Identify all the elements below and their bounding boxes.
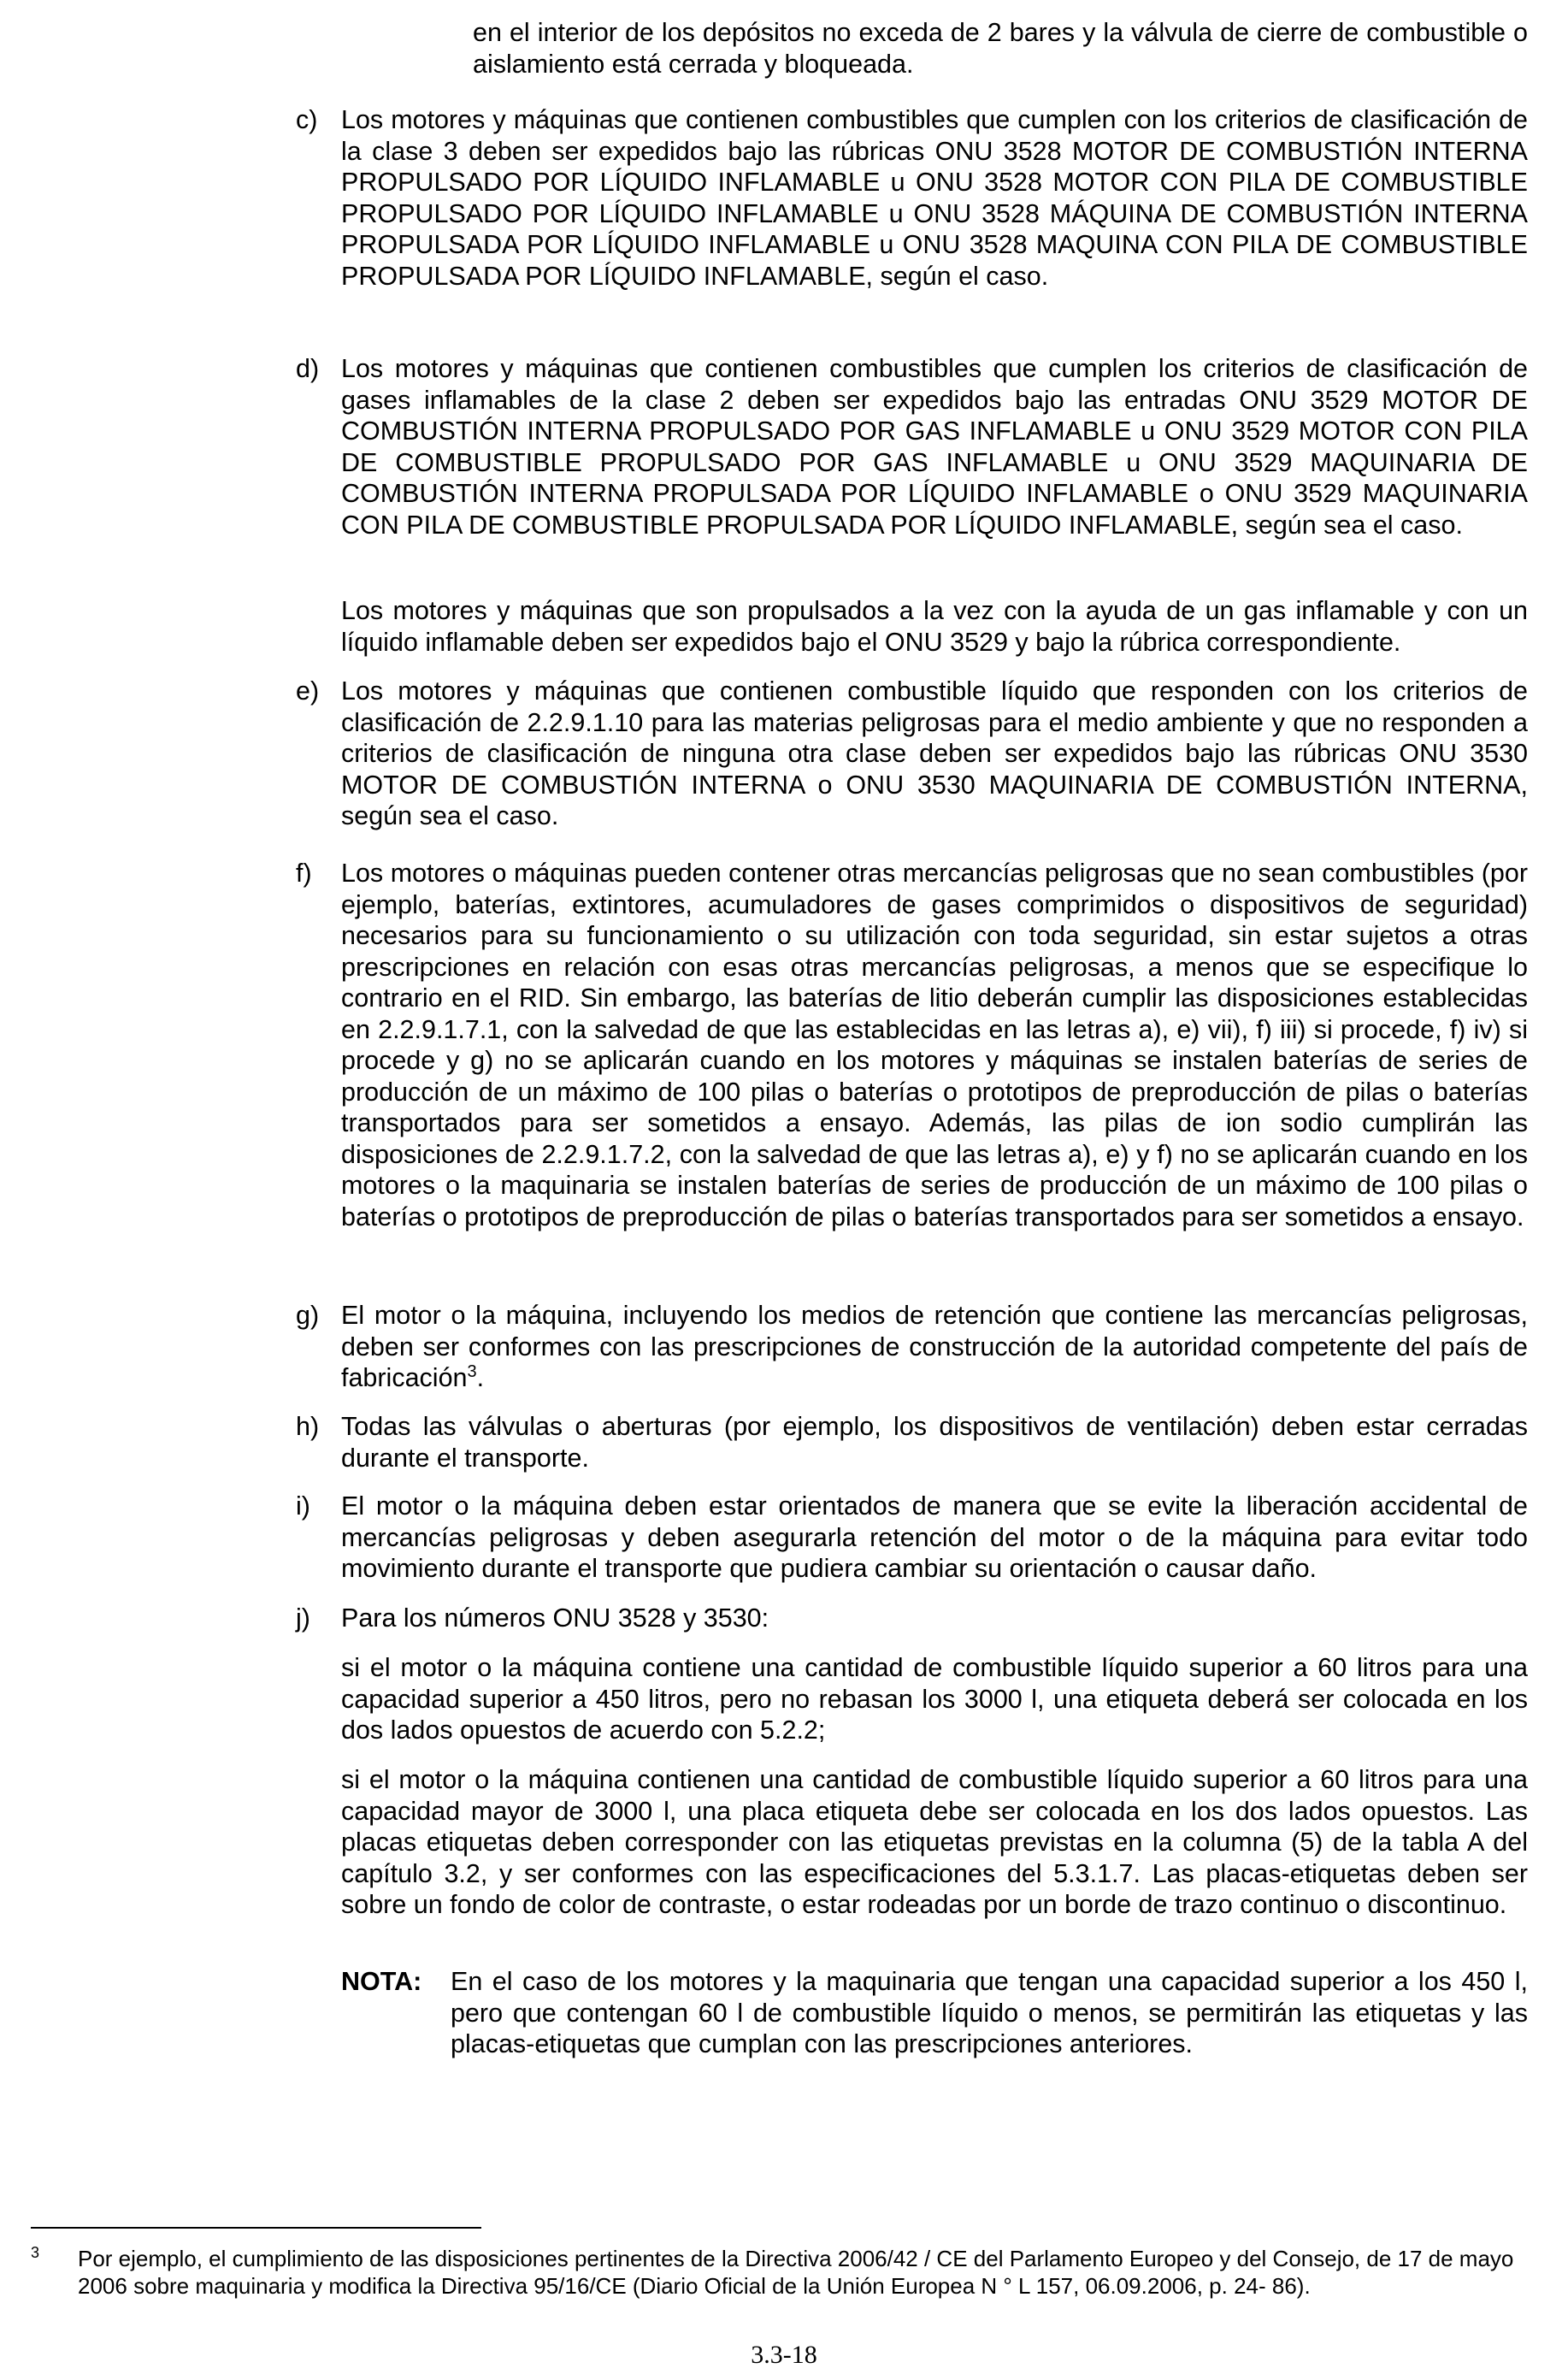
item-text: Los motores y máquinas que contienen combustible líquido que responden con los criterios de clasificación de 2.2.9.1.10 para las materias peligrosas para el medio ambiente y que no responden a criterios de clasificación de ninguna otra clase deben ser expedidos bajo las rúbricas ONU 3530 MOTOR DE COMBUSTIÓN INTERNA o ONU 3530 MAQUINARIA DE COMBUSTIÓN INTERNA, según sea el caso. [341,676,1528,830]
item-j-subparagraph-1: si el motor o la máquina contiene una cantidad de combustible líquido superior a 60 litros para una capacidad superior a 450 litros, pero no rebasan los 3000 l, una etiqueta deberá ser colocada en los dos lados opuestos de acuerdo con 5.2.2; [341,1653,1528,1745]
footnote-separator [31,2227,481,2229]
item-d-additional-paragraph: Los motores y máquinas que son propulsados a la vez con la ayuda de un gas inflamable y con un líquido inflamable deben ser expedidos bajo el ONU 3529 y bajo la rúbrica correspondiente. [341,596,1528,657]
nota-label: NOTA: [341,1967,422,1996]
item-text: Para los números ONU 3528 y 3530: [341,1603,769,1633]
item-label: c) [296,105,318,134]
list-item-i [296,1491,1528,1585]
item-text [341,1300,1528,1394]
footnote-reference: 3 [467,1361,477,1381]
list-item-c [296,104,1528,292]
list-item-e [296,676,1528,832]
item-text: Los motores y máquinas que contienen combustibles que cumplen con los criterios de clasificación de la clase 3 deben ser expedidos bajo las rúbricas ONU 3528 MOTOR DE COMBUSTIÓN INTERNA PROPULSADO POR LÍQUIDO INFLAMABLE u ONU 3528 MOTOR CON PILA DE COMBUSTIBLE PROPULSADO POR LÍQUIDO INFLAMABLE u ONU 3528 MÁQUINA DE COMBUSTIÓN INTERNA PROPULSADA POR LÍQUIDO INFLAMABLE u ONU 3528 MAQUINA CON PILA DE COMBUSTIBLE PROPULSADA POR LÍQUIDO INFLAMABLE, según el caso. [341,105,1528,291]
nota-text: En el caso de los motores y la maquinaria que tengan una capacidad superior a los 450 l, pero que contengan 60 l de combustible líquido o menos, se permitirán las etiquetas y las placas-etiquetas que cumplan con las prescripciones anteriores. [451,1967,1528,2058]
list-item-h [296,1411,1528,1473]
item-text: Los motores y máquinas que contienen combustibles que cumplen los criterios de clasificación de gases inflamables de la clase 2 deben ser expedidos bajo las entradas ONU 3529 MOTOR DE COMBUSTIÓN INTERNA PROPULSADO POR GAS INFLAMABLE u ONU 3529 MOTOR CON PILA DE COMBUSTIBLE PROPULSADO POR GAS INFLAMABLE u ONU 3529 MAQUINARIA DE COMBUSTIÓN INTERNA PROPULSADA POR LÍQUIDO INFLAMABLE o ONU 3529 MAQUINARIA CON PILA DE COMBUSTIBLE PROPULSADA POR LÍQUIDO INFLAMABLE, según sea el caso. [341,354,1528,540]
item-label: g) [296,1301,320,1330]
item-text-body: El motor o la máquina, incluyendo los medios de retención que contiene las mercancías peligrosas, deben ser conformes con las prescripciones de construcción de la autoridad competente del país de fabricación [341,1301,1528,1392]
item-text: El motor o la máquina deben estar orientados de manera que se evite la liberación accidental de mercancías peligrosas y deben asegurarla retención del motor o de la máquina para evitar todo movimiento durante el transporte que pudiera cambiar su orientación o causar daño. [341,1491,1528,1583]
item-label: i) [296,1491,310,1521]
footnote [31,2245,1527,2300]
item-label: h) [296,1412,320,1441]
item-label: e) [296,676,320,706]
list-item-g [296,1300,1528,1394]
item-label: j) [296,1603,310,1633]
list-item-d [296,353,1528,540]
item-label: f) [296,859,312,888]
footnote-text: Por ejemplo, el cumplimiento de las disposiciones pertinentes de la Directiva 2006/42 / CE del Parlamento Europeo y del Consejo, de 17 de mayo 2006 sobre maquinaria y modifica la Directiva 95/16/CE (Diario Oficial de la Unión Europea N ° L 157, 06.09.2006, p. 24- 86). [78,2246,1514,2299]
nota-block [341,1966,1528,2060]
continued-paragraph: en el interior de los depósitos no exceda de 2 bares y la válvula de cierre de combustible o aislamiento está cerrada y bloqueada. [473,18,1528,79]
page-number: 3.3-18 [751,2341,817,2369]
item-text: Todas las válvulas o aberturas (por ejemplo, los dispositivos de ventilación) deben estar cerradas durante el transporte. [341,1412,1528,1473]
list-item-f [296,858,1528,1232]
item-label: d) [296,354,320,383]
item-text-tail: . [476,1363,485,1392]
item-text: Los motores o máquinas pueden contener otras mercancías peligrosas que no sean combustibles (por ejemplo, baterías, extintores, acumuladores de gases comprimidos o dispositivos de seguridad) necesarios para su funcionamiento o su utilización con toda seguridad, sin estar sujetos a otras prescripciones en relación con esas otras mercancías peligrosas, a menos que se especifique lo contrario en el RID. Sin embargo, las baterías de litio deberán cumplir las disposiciones establecidas en 2.2.9.1.7.1, con la salvedad de que las establecidas en las letras a), e) vii), f) iii) si procede, f) iv) si procede y g) no se aplicarán cuando en los motores y máquinas se instalen baterías de series de producción de un máximo de 100 pilas o baterías o prototipos de preproducción de pilas o baterías transportados para ser sometidos a ensayo. Además, las pilas de ion sodio cumplirán las disposiciones de 2.2.9.1.7.2, con la salvedad de que las letras a), e) y f) no se aplicarán cuando en los motores o la maquinaria se instalen baterías de series de producción de un máximo de 100 pilas o baterías o prototipos de preproducción de pilas o baterías transportados para ser sometidos a ensayo. [341,859,1528,1231]
item-j-subparagraph-2: si el motor o la máquina contienen una cantidad de combustible líquido superior a 60 litros para una capacidad mayor de 3000 l, una placa etiqueta debe ser colocada en los dos lados opuestos. Las placas etiquetas deben corresponder con las etiquetas previstas en la columna (5) de la tabla A del capítulo 3.2, y ser conformes con las especificaciones del 5.3.1.7. Las placas-etiquetas deben ser sobre un fondo de color de contraste, o estar rodeadas por un borde de trazo continuo o discontinuo. [341,1765,1528,1919]
list-item-j [296,1603,1528,1634]
footnote-marker: 3 [31,2244,40,2261]
